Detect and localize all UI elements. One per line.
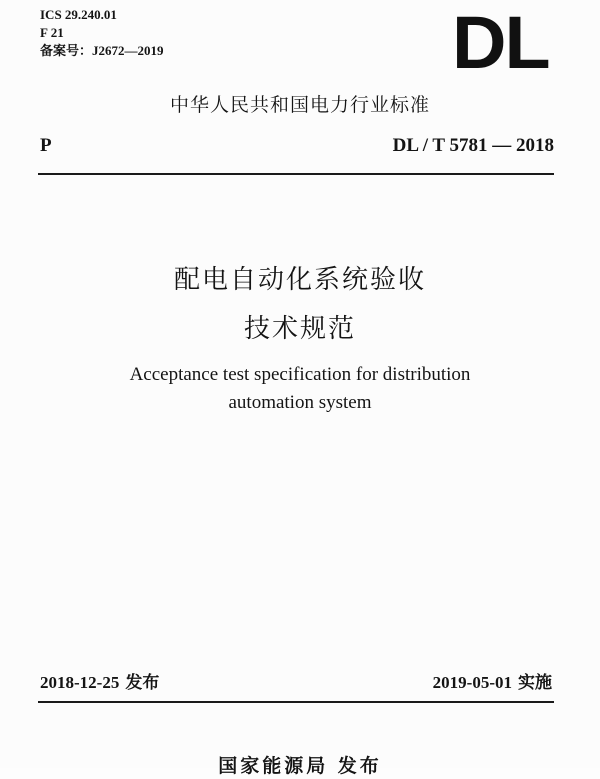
implementation-date-block — [433, 671, 552, 695]
bottom-divider — [38, 701, 554, 703]
dl-logo: DL — [452, 1, 549, 84]
english-title-line-2: automation system — [228, 392, 372, 413]
issue-date-block — [40, 671, 159, 695]
chinese-title-line-2: 技术规范 — [243, 314, 356, 344]
top-divider — [38, 173, 554, 175]
ics-code: ICS 29.240.01 — [40, 7, 117, 22]
issue-date: 2018-12-25 — [40, 673, 120, 692]
english-title-line-1: Acceptance test specification for distribution — [129, 364, 471, 385]
implementation-date: 2019-05-01 — [432, 673, 512, 692]
issue-label: 发布 — [125, 673, 160, 693]
implementation-label: 实施 — [518, 673, 552, 693]
classification-code: P — [40, 135, 52, 156]
ccs-code: F 21 — [40, 25, 64, 40]
standard-metadata — [40, 6, 164, 60]
chinese-title-line-1: 配电自动化系统验收 — [173, 265, 426, 295]
record-number: 备案号：J2672—2019 — [40, 43, 164, 58]
industry-standard-title: 中华人民共和国电力行业标准 — [169, 94, 430, 116]
publisher: 国家能源局 发布 — [218, 755, 382, 777]
standard-number: DL / T 5781 — 2018 — [392, 135, 554, 156]
